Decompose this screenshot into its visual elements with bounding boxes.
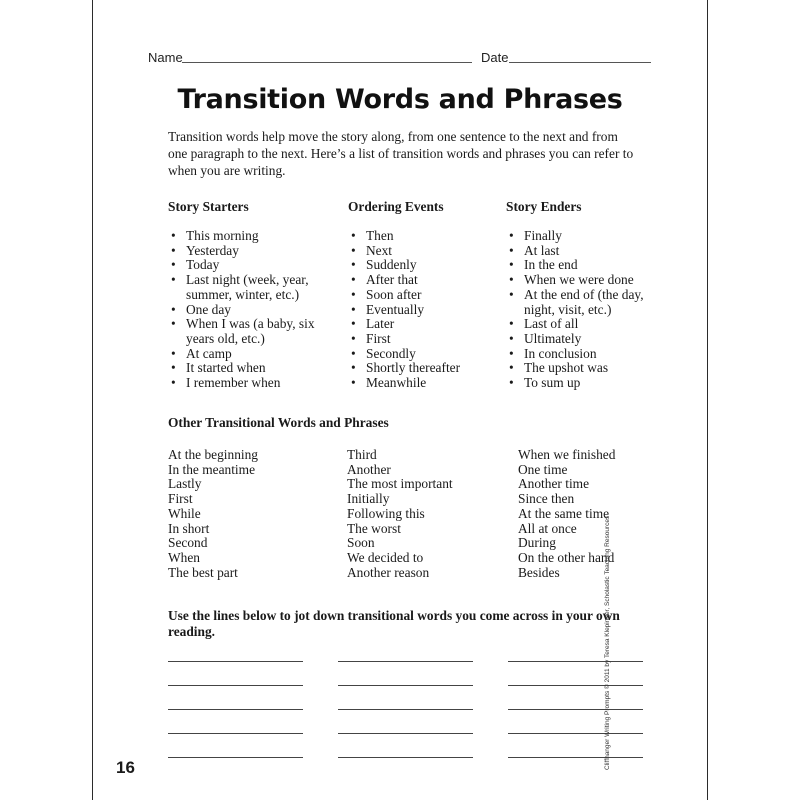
list-item: • First (348, 332, 498, 347)
list-item: Another time (518, 476, 590, 492)
list-item: The best part (168, 564, 238, 580)
list-item: • Last of all (506, 317, 666, 332)
list-item: • In the end (506, 258, 666, 273)
list-item: • The upshot was (506, 361, 666, 376)
list-item: Second (168, 535, 208, 551)
list-item: In short (168, 520, 210, 536)
ordering-events-list (348, 229, 498, 391)
list-item: • One day (168, 303, 338, 318)
writing-line[interactable] (338, 661, 473, 662)
writing-line[interactable] (168, 709, 303, 710)
list-item: • At last (506, 244, 666, 259)
list-item: • After that (348, 273, 498, 288)
writing-line[interactable] (168, 685, 303, 686)
list-item: We decided to (347, 549, 424, 565)
page-number: 16 (116, 758, 135, 777)
name-line (182, 62, 472, 63)
list-item: • It started when (168, 361, 338, 376)
list-item: Besides (518, 564, 560, 580)
story-enders-heading: Story Enders (506, 199, 582, 214)
list-item: When (168, 549, 200, 565)
list-item: • Next (348, 244, 498, 259)
list-item: The most important (347, 476, 453, 492)
writing-line[interactable] (508, 661, 643, 662)
writing-line[interactable] (508, 685, 643, 686)
writing-line[interactable] (508, 733, 643, 734)
story-starters-heading: Story Starters (168, 199, 249, 214)
list-item: • To sum up (506, 376, 666, 391)
list-item: • At the end of (the day, (506, 288, 666, 303)
list-item: • Secondly (348, 347, 498, 362)
list-item: • I remember when (168, 376, 338, 391)
writing-line[interactable] (508, 709, 643, 710)
writing-prompt: Use the lines below to jot down transitional words you come across in your own reading. (168, 608, 620, 639)
writing-line[interactable] (168, 733, 303, 734)
list-item: Another (347, 461, 391, 477)
list-item: • In conclusion (506, 347, 666, 362)
list-item: • Ultimately (506, 332, 666, 347)
list-item: • Then (348, 229, 498, 244)
list-item: When we finished (518, 447, 616, 462)
list-item: In the meantime (168, 461, 256, 477)
list-item: While (168, 505, 201, 521)
other-transitions-col3 (518, 448, 668, 580)
writing-line[interactable] (168, 757, 303, 758)
writing-line[interactable] (168, 661, 303, 662)
date-line (509, 62, 651, 63)
writing-line[interactable] (338, 709, 473, 710)
other-transitions-heading: Other Transitional Words and Phrases (168, 415, 389, 430)
list-item-continuation: summer, winter, etc.) (186, 286, 300, 302)
list-item: • Shortly thereafter (348, 361, 498, 376)
list-item: Third (347, 447, 377, 462)
writing-line[interactable] (508, 757, 643, 758)
list-item: On the other hand (518, 549, 615, 565)
worksheet-page (92, 0, 708, 800)
page-title: Transition Words and Phrases (177, 84, 623, 115)
list-item: The worst (347, 520, 401, 536)
story-enders-list (506, 229, 666, 391)
list-item: • Today (168, 258, 338, 273)
list-item: At the same time (518, 505, 610, 521)
list-item: • Suddenly (348, 258, 498, 273)
list-item: One time (518, 461, 568, 477)
list-item: Lastly (168, 476, 202, 492)
list-item-continuation: years old, etc.) (186, 330, 265, 346)
other-transitions-col2 (347, 448, 512, 580)
list-item: First (168, 491, 193, 507)
writing-line[interactable] (338, 733, 473, 734)
intro-paragraph: Transition words help move the story along, from one sentence to the next and from one paragraph to the next. Here’s a list of transition words and phrases you can refer to when you are writing. (168, 129, 634, 178)
list-item: • Finally (506, 229, 666, 244)
list-item: • Later (348, 317, 498, 332)
list-item: Another reason (347, 564, 430, 580)
writing-line[interactable] (338, 685, 473, 686)
list-item: Soon (347, 535, 375, 551)
list-item: • At camp (168, 347, 338, 362)
list-item: • This morning (168, 229, 338, 244)
list-item: Since then (518, 491, 575, 507)
list-item: During (518, 535, 556, 551)
list-item: All at once (518, 520, 577, 536)
list-item: • When I was (a baby, six (168, 317, 338, 332)
other-transitions-col1 (168, 448, 338, 580)
list-item: Initially (347, 491, 390, 507)
date-label: Date (481, 50, 509, 65)
story-starters-list (168, 229, 338, 391)
list-item: • Yesterday (168, 244, 338, 259)
list-item: • When we were done (506, 273, 666, 288)
ordering-events-heading: Ordering Events (348, 199, 444, 214)
list-item: • Soon after (348, 288, 498, 303)
name-label: Name (148, 50, 183, 65)
list-item: • Eventually (348, 303, 498, 318)
list-item: At the beginning (168, 447, 259, 462)
list-item-continuation: night, visit, etc.) (524, 301, 612, 317)
writing-line[interactable] (338, 757, 473, 758)
list-item: • Last night (week, year, (168, 273, 338, 288)
list-item: • Meanwhile (348, 376, 498, 391)
list-item: Following this (347, 505, 425, 521)
copyright-credit: Cliffhanger Writing Prompts © 2011 by Teresa Klepinger, Scholastic Teaching Resources (604, 515, 611, 770)
